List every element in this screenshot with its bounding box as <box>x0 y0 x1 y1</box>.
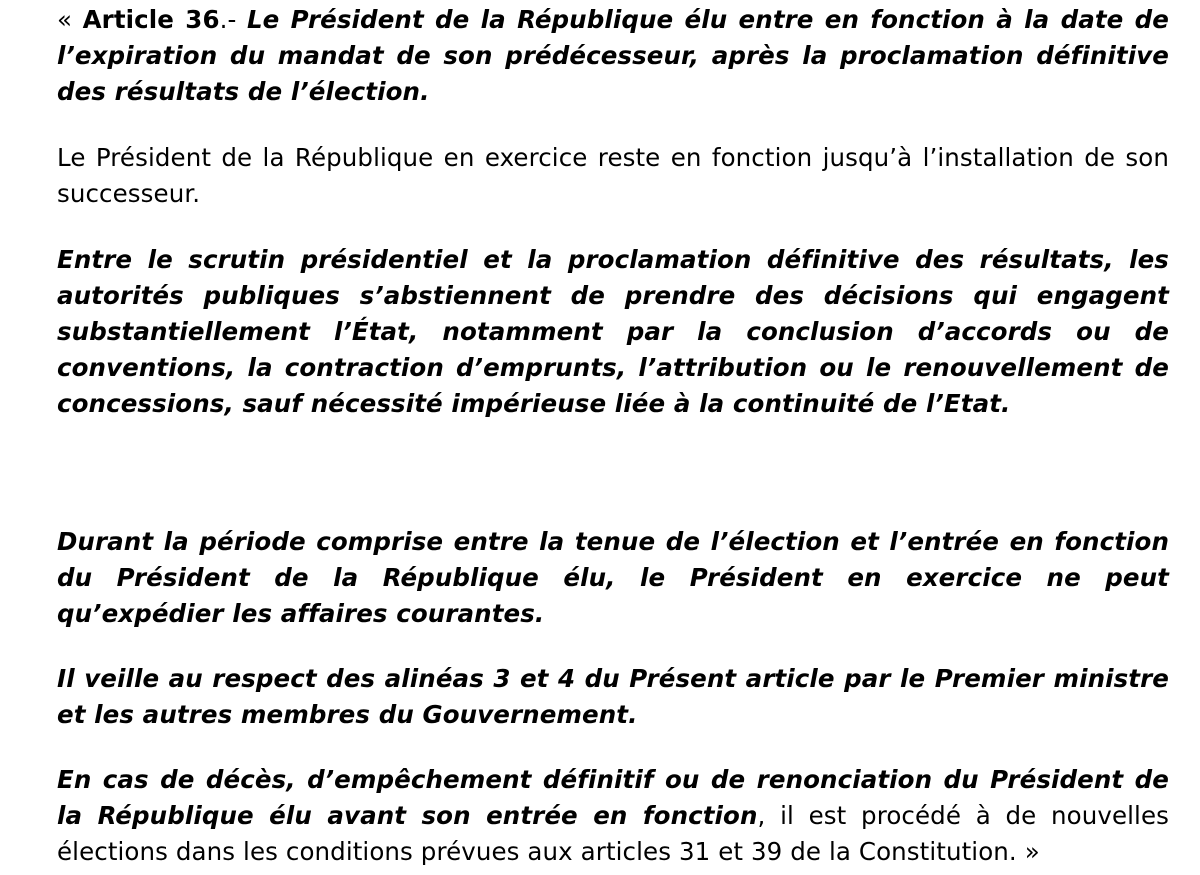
article-intro-text: Le Président de la République élu entre en fonction à la date de l’expiration du mandat de son prédécesseur, après la proclamation définitive des résultats de l’élection. <box>57 5 1169 106</box>
article-paragraph-5: Il veille au respect des alinéas 3 et 4 du Présent article par le Premier ministre et les autres membres du Gouvernement. <box>57 664 1169 729</box>
article-paragraph-6 <box>57 762 1169 870</box>
article-label: Article 36 <box>82 5 220 34</box>
opening-quote: « <box>57 5 83 34</box>
article-paragraph-3: Entre le scrutin présidentiel et la proclamation définitive des résultats, les autorités publiques s’abstiennent de prendre des décisions qui engagent substantiellement l’État, notamment par la conclusion d’accords ou de conventions, la contraction d’emprunts, l’attribution ou le renouvellement de concessions, sauf nécessité impérieuse liée à la continuité de l’Etat. <box>57 245 1169 418</box>
article-paragraph-1 <box>57 2 1169 110</box>
article-paragraph-4: Durant la période comprise entre la tenue de l’élection et l’entrée en fonction du Président de la République élu, le Président en exercice ne peut qu’expédier les affaires courantes. <box>57 527 1169 628</box>
paragraph-6-rest: , il est procédé à de nouvelles élections dans les conditions prévues aux articles 31 et 39 de la Constitution. » <box>57 801 1169 866</box>
paragraph-6-emphasis: En cas de décès, d’empêchement définitif ou de renonciation du Président de la République élu avant son entrée en fonction <box>57 765 1169 830</box>
article-separator: .- <box>219 5 247 34</box>
article-paragraph-2: Le Président de la République en exercice reste en fonction jusqu’à l’installation de son successeur. <box>57 143 1169 208</box>
document-body <box>57 2 1169 870</box>
